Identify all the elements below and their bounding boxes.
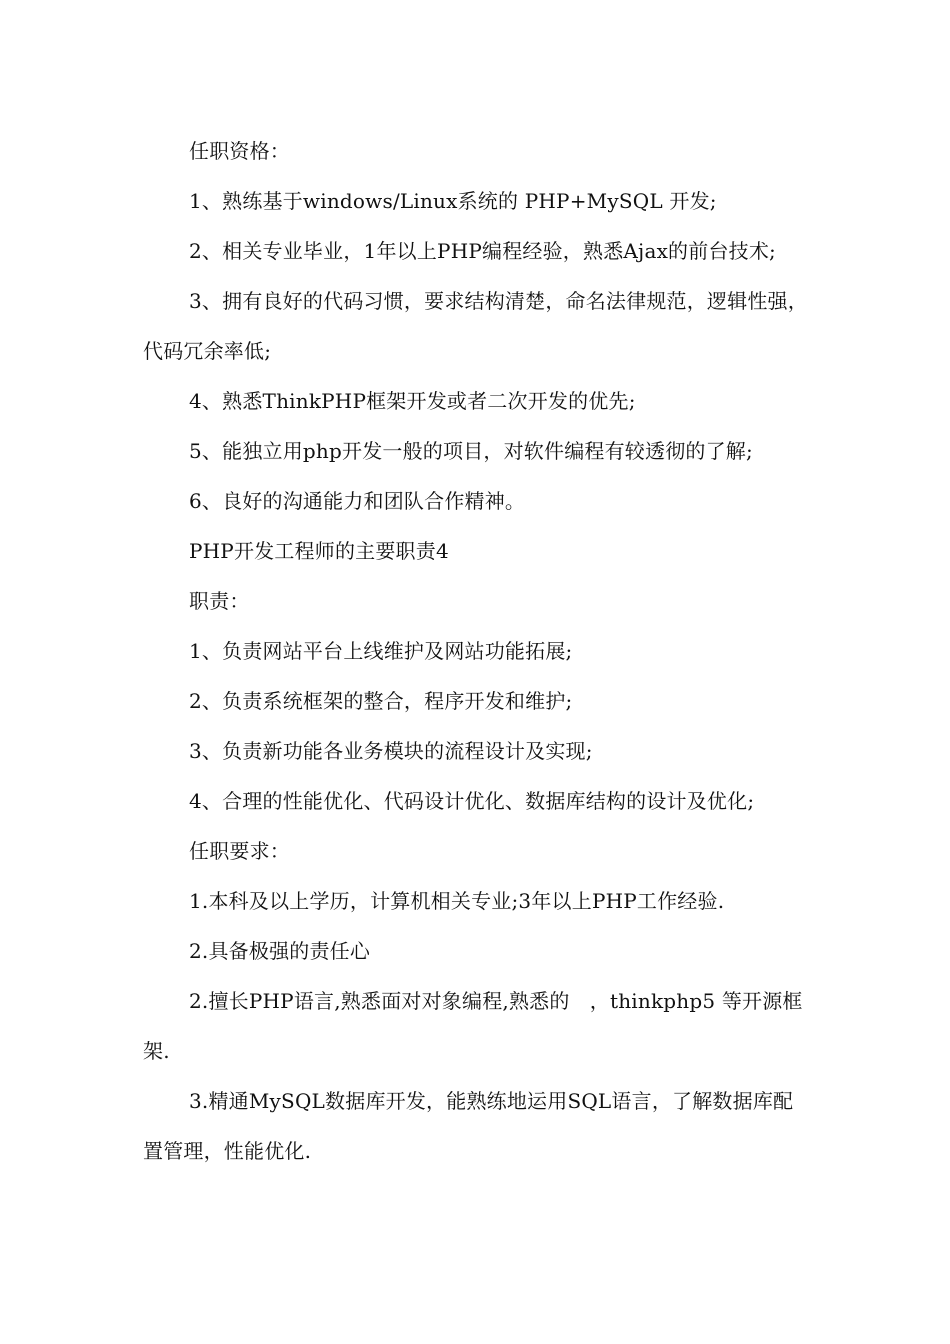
paragraph-duty-1: 1、负责网站平台上线维护及网站功能拓展; [189,639,573,663]
paragraph-requirement-1: 1.本科及以上学历，计算机相关专业;3年以上PHP工作经验. [189,889,725,913]
paragraph-qualification-6: 6、良好的沟通能力和团队合作精神。 [189,489,526,513]
document-body [143,126,813,1176]
section-title: PHP开发工程师的主要职责4 [189,539,449,563]
paragraph-duty-2: 2、负责系统框架的整合，程序开发和维护; [189,689,573,713]
paragraph-qualification-4: 4、熟悉ThinkPHP框架开发或者二次开发的优先; [189,389,636,413]
paragraph-duty-3: 3、负责新功能各业务模块的流程设计及实现; [189,739,593,763]
paragraph-qualification-1: 1、熟练基于windows/Linux系统的 PHP+MySQL 开发; [189,189,717,213]
paragraph-requirement-3: 2.擅长PHP语言,熟悉面对对象编程,熟悉的 ，thinkphp5 等开源框架. [143,989,803,1063]
paragraph-qualification-3: 3、拥有良好的代码习惯，要求结构清楚，命名法律规范，逻辑性强，代码冗余率低; [143,289,808,363]
paragraph-requirements-heading: 任职要求： [189,839,290,863]
paragraph-qualification-2: 2、相关专业毕业，1年以上PHP编程经验，熟悉Ajax的前台技术; [189,239,776,263]
paragraph-qualifications-heading: 任职资格： [189,139,290,163]
paragraph-duty-4: 4、合理的性能优化、代码设计优化、数据库结构的设计及优化; [189,789,755,813]
paragraph-qualification-5: 5、能独立用php开发一般的项目，对软件编程有较透彻的了解; [189,439,753,463]
paragraph-requirement-2: 2.具备极强的责任心 [189,939,371,963]
paragraph-requirement-4: 3.精通MySQL数据库开发，能熟练地运用SQL语言，了解数据库配置管理，性能优化. [143,1089,794,1163]
paragraph-duties-heading: 职责： [189,589,250,613]
